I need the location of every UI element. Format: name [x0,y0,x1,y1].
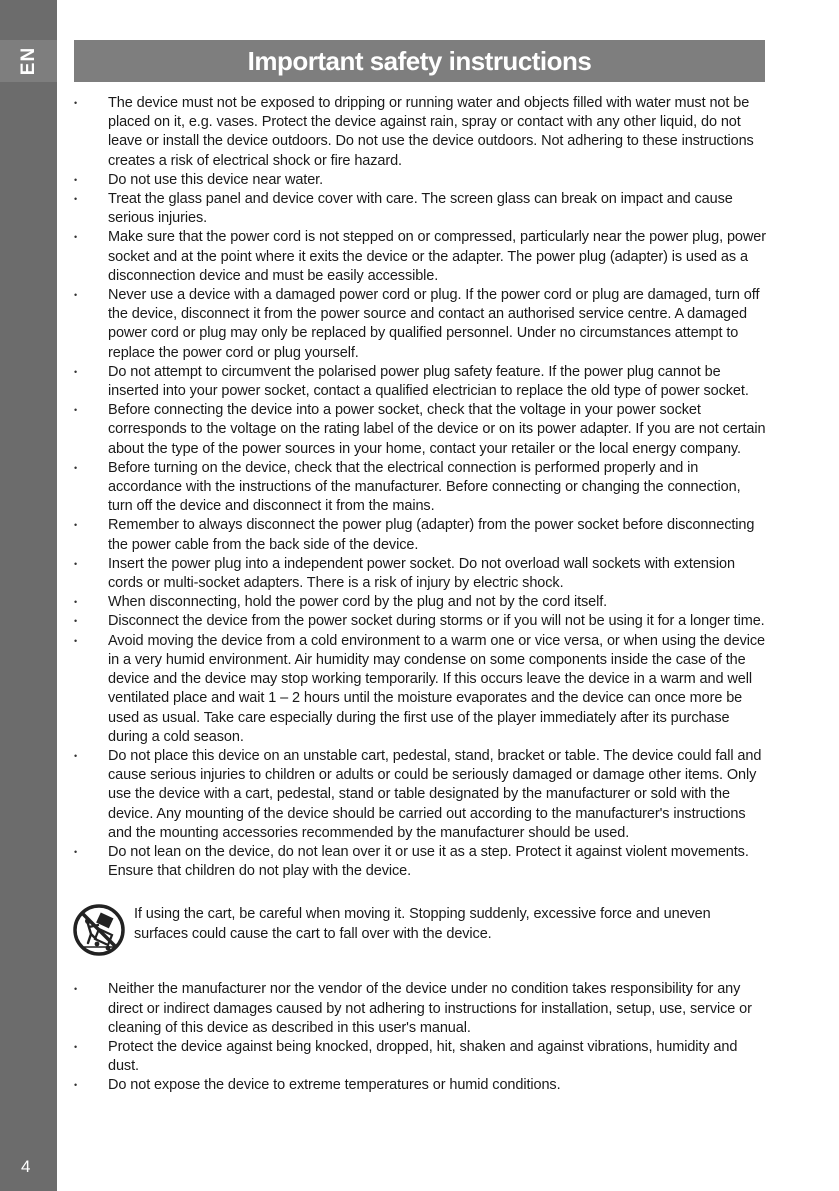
list-item: • Neither the manufacturer nor the vendor of the device under no condition takes responsibility for any direct or indirect damages caused by not adhering to instructions for installation, setup, use, service or cleaning of this device as described in this user's manual. [72,980,766,1038]
list-item: • Do not lean on the device, do not lean over it or use it as a step. Protect it against violent movements. Ensure that children do not play with the device. [72,843,766,881]
list-item: • Do not use this device near water. [72,171,766,190]
bullet-list-top [72,94,766,881]
list-item: • Make sure that the power cord is not stepped on or compressed, particularly near the power plug, power socket and at the point where it exits the device or the adapter. The power plug (adapter) is used as a disconnection device and must be easily accessible. [72,228,766,286]
side-strip [0,0,57,1191]
instructions-content [72,94,766,1096]
cart-warning [72,901,766,957]
list-item: • Do not place this device on an unstable cart, pedestal, stand, bracket or table. The device could fall and cause serious injuries to children or adults or could be seriously damaged or damage other items. Only use the device with a cart, pedestal, stand or table designated by the manufacturer or sold with the device. Any mounting of the device should be carried out according to the manufacturer's instructions and the mounting accessories recommended by the manufacturer should be used. [72,747,766,843]
list-item: • Never use a device with a damaged power cord or plug. If the power cord or plug are damaged, turn off the device, disconnect it from the power source and contact an authorised service centre. A damaged power cord or plug may only be replaced by qualified personnel. Under no circumstances attempt to replace the power cord or plug yourself. [72,286,766,363]
list-item: • Do not expose the device to extreme temperatures or humid conditions. [72,1076,766,1095]
list-item: • When disconnecting, hold the power cord by the plug and not by the cord itself. [72,593,766,612]
list-item: • Do not attempt to circumvent the polarised power plug safety feature. If the power plug cannot be inserted into your power socket, contact a qualified electrician to replace the old type of power socket. [72,363,766,401]
language-label: EN [18,46,39,76]
cart-warning-text: If using the cart, be careful when moving it. Stopping suddenly, excessive force and uneven surfaces could cause the cart to fall over with the device. [134,906,711,942]
list-item: • The device must not be exposed to dripping or running water and objects filled with water must not be placed on it, e.g. vases. Protect the device against rain, spray or contact with any other liquid, do not leave or install the device outdoors. Do not use the device outdoors. Not adhering to these instructions creates a risk of electrical shock or fire hazard. [72,94,766,171]
cart-tip-over-warning-icon [72,903,126,957]
list-item: • Treat the glass panel and device cover with care. The screen glass can break on impact and cause serious injuries. [72,190,766,228]
list-item: • Disconnect the device from the power socket during storms or if you will not be using it for a longer time. [72,612,766,631]
list-item: • Before connecting the device into a power socket, check that the voltage in your power socket corresponds to the voltage on the rating label of the device or on its power adapter. If you are not certain about the type of the power sources in your home, contact your retailer or the local energy company. [72,401,766,459]
bullet-list-bottom [72,980,766,1095]
page-title: Important safety instructions [247,45,592,76]
list-item: • Avoid moving the device from a cold environment to a warm one or vice versa, or when using the device in a very humid environment. Air humidity may condense on some components inside the case of the device and the device may stop working temporarily. If this occurs leave the device in a warm and well ventilated place and wait 1 – 2 hours until the moisture evaporates and the device can once more be used as usual. Take care especially during the first use of the player immediately after its purchase during a cold season. [72,632,766,747]
list-item: • Insert the power plug into a independent power socket. Do not overload wall sockets with extension cords or multi-socket adapters. There is a risk of injury by electric shock. [72,555,766,593]
page-number: 4 [21,1157,31,1176]
list-item: • Protect the device against being knocked, dropped, hit, shaken and against vibrations, humidity and dust. [72,1038,766,1076]
title-bar [74,40,765,82]
list-item: • Remember to always disconnect the power plug (adapter) from the power socket before disconnecting the power cable from the back side of the device. [72,516,766,554]
list-item: • Before turning on the device, check that the electrical connection is performed properly and in accordance with the instructions of the manufacturer. Before connecting or changing the connection, turn off the device and disconnect it from the mains. [72,459,766,517]
